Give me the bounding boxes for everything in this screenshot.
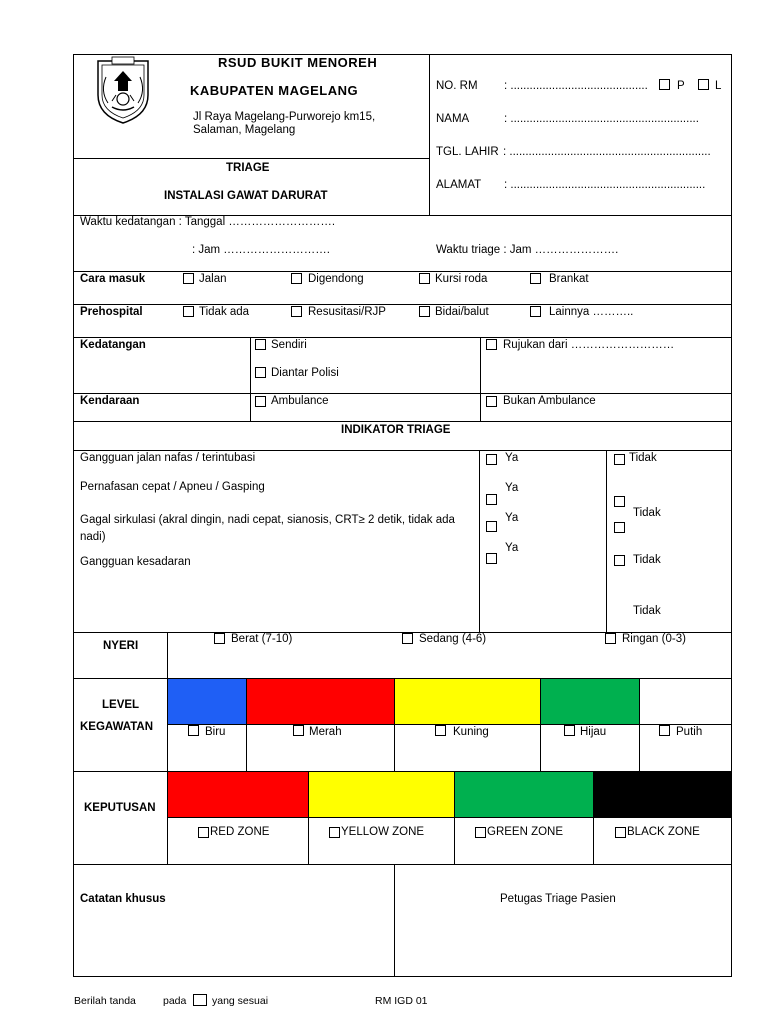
footer-checkbox-sample xyxy=(193,994,207,1006)
indikator-2-tidak-checkbox[interactable] xyxy=(614,496,625,507)
prehospital-bidai-checkbox[interactable] xyxy=(419,306,430,317)
keputusan-label: KEPUTUSAN xyxy=(84,802,156,814)
nyeri-option: Sedang (4-6) xyxy=(419,633,487,645)
indikator-item: Pernafasan cepat / Apneu / Gasping xyxy=(80,481,265,493)
indikator-item: Gagal sirkulasi (akral dingin, nadi cepat, sianosis, CRT≥ 2 detik, tidak ada nadi) xyxy=(80,514,455,543)
indikator-1-ya-checkbox[interactable] xyxy=(486,454,497,465)
zone-swatch-red xyxy=(168,772,308,817)
tidak-label: Tidak xyxy=(629,452,657,464)
address-label: ALAMAT xyxy=(436,179,482,191)
footer-instruction: Berilah tanda xyxy=(74,995,136,1007)
prehospital-option: Resusitasi/RJP xyxy=(308,306,386,318)
level-label: KEGAWATAN xyxy=(80,721,154,733)
zone-yellow-checkbox[interactable] xyxy=(329,827,340,838)
kedatangan-polisi-checkbox[interactable] xyxy=(255,367,266,378)
kendaraan-bukan-label: Bukan Ambulance xyxy=(503,395,596,407)
arrival-date-field[interactable]: Waktu kedatangan : Tanggal ………………………. xyxy=(80,216,336,228)
zone-red-checkbox[interactable] xyxy=(198,827,209,838)
zone-option: RED ZONE xyxy=(210,826,270,838)
nyeri-ringan-checkbox[interactable] xyxy=(605,633,616,644)
tidak-label: Tidak xyxy=(633,605,661,617)
zone-swatch-yellow xyxy=(309,772,454,817)
footer-form-code: RM IGD 01 xyxy=(375,995,428,1007)
form-department: INSTALASI GAWAT DARURAT xyxy=(164,190,328,202)
level-option: Hijau xyxy=(580,726,607,738)
level-swatch-putih xyxy=(640,679,731,724)
regency-emblem-icon xyxy=(92,55,154,125)
zone-swatch-black xyxy=(594,772,731,817)
zone-option: GREEN ZONE xyxy=(487,826,564,838)
prehospital-tidak-ada-checkbox[interactable] xyxy=(183,306,194,317)
prehospital-lainnya-checkbox[interactable] xyxy=(530,306,541,317)
address-field[interactable]: : ............................................................. xyxy=(504,179,706,191)
kendaraan-ambulance-checkbox[interactable] xyxy=(255,396,266,407)
ya-label: Ya xyxy=(505,452,519,464)
dob-label: TGL. LAHIR xyxy=(436,146,499,158)
level-kuning-checkbox[interactable] xyxy=(435,725,446,736)
footer-instruction: pada xyxy=(163,995,187,1007)
hospital-address-line2: Salaman, Magelang xyxy=(193,124,296,136)
rm-label: NO. RM xyxy=(436,80,478,92)
kedatangan-rujukan-label: Rujukan dari ……………………… xyxy=(503,339,675,351)
prehospital-label: Prehospital xyxy=(80,306,143,318)
hospital-name: RSUD BUKIT MENOREH xyxy=(218,55,378,70)
hospital-address-line1: Jl Raya Magelang-Purworejo km15, xyxy=(193,111,376,123)
name-field[interactable]: : ........................................................... xyxy=(504,113,699,125)
kedatangan-label: Kedatangan xyxy=(80,339,146,351)
sex-p-label: P xyxy=(677,80,685,92)
petugas-label: Petugas Triage Pasien xyxy=(500,893,616,905)
nyeri-option: Berat (7-10) xyxy=(231,633,293,645)
prehospital-rjp-checkbox[interactable] xyxy=(291,306,302,317)
kendaraan-ambulance-label: Ambulance xyxy=(271,395,329,407)
indikator-4-tidak-checkbox[interactable] xyxy=(614,555,625,566)
ya-label: Ya xyxy=(505,482,519,494)
footer-instruction: yang sesuai xyxy=(212,995,269,1007)
cara-masuk-option: Digendong xyxy=(308,273,364,285)
kedatangan-sendiri-label: Sendiri xyxy=(271,339,307,351)
cara-masuk-option: Kursi roda xyxy=(435,273,488,285)
level-option: Kuning xyxy=(453,726,489,738)
level-option: Merah xyxy=(309,726,342,738)
indikator-title: INDIKATOR TRIAGE xyxy=(341,424,451,436)
kendaraan-bukan-checkbox[interactable] xyxy=(486,396,497,407)
dob-field[interactable]: : ............................................................... xyxy=(503,146,711,158)
prehospital-option: Lainnya ……….. xyxy=(549,306,634,318)
cara-masuk-jalan-checkbox[interactable] xyxy=(183,273,194,284)
level-putih-checkbox[interactable] xyxy=(659,725,670,736)
level-option: Putih xyxy=(676,726,703,738)
level-biru-checkbox[interactable] xyxy=(188,725,199,736)
tidak-label: Tidak xyxy=(633,554,661,566)
kedatangan-rujukan-checkbox[interactable] xyxy=(486,339,497,350)
rm-field[interactable]: : ........................................... xyxy=(504,80,648,92)
name-label: NAMA xyxy=(436,113,470,125)
cara-masuk-digendong-checkbox[interactable] xyxy=(291,273,302,284)
hospital-regency: KABUPATEN MAGELANG xyxy=(190,83,359,98)
cara-masuk-label: Cara masuk xyxy=(80,273,146,285)
cara-masuk-option: Brankat xyxy=(549,273,589,285)
level-swatch-hijau xyxy=(541,679,639,724)
prehospital-option: Bidai/balut xyxy=(435,306,489,318)
zone-green-checkbox[interactable] xyxy=(475,827,486,838)
indikator-2-ya-checkbox[interactable] xyxy=(486,494,497,505)
sex-l-label: L xyxy=(715,80,722,92)
level-hijau-checkbox[interactable] xyxy=(564,725,575,736)
level-swatch-merah xyxy=(247,679,394,724)
level-label: LEVEL xyxy=(102,699,140,711)
zone-option: BLACK ZONE xyxy=(627,826,700,838)
kedatangan-sendiri-checkbox[interactable] xyxy=(255,339,266,350)
zone-swatch-green xyxy=(455,772,593,817)
indikator-3-tidak-checkbox[interactable] xyxy=(614,522,625,533)
nyeri-label: NYERI xyxy=(103,640,139,652)
indikator-4-ya-checkbox[interactable] xyxy=(486,553,497,564)
level-option: Biru xyxy=(205,726,226,738)
indikator-1-tidak-checkbox[interactable] xyxy=(614,454,625,465)
catatan-textarea[interactable] xyxy=(80,912,390,972)
prehospital-option: Tidak ada xyxy=(199,306,250,318)
indikator-3-ya-checkbox[interactable] xyxy=(486,521,497,532)
triage-time-field[interactable]: Waktu triage : Jam …………………. xyxy=(436,244,619,256)
sex-l-checkbox[interactable] xyxy=(698,79,709,90)
nyeri-sedang-checkbox[interactable] xyxy=(402,633,413,644)
tidak-label: Tidak xyxy=(633,507,661,519)
nyeri-berat-checkbox[interactable] xyxy=(214,633,225,644)
nyeri-option: Ringan (0-3) xyxy=(622,633,686,645)
zone-option: YELLOW ZONE xyxy=(341,826,425,838)
level-swatch-kuning xyxy=(395,679,540,724)
sex-p-checkbox[interactable] xyxy=(659,79,670,90)
ya-label: Ya xyxy=(505,542,519,554)
level-merah-checkbox[interactable] xyxy=(293,725,304,736)
indikator-item: Gangguan kesadaran xyxy=(80,556,191,568)
catatan-label: Catatan khusus xyxy=(80,893,166,905)
cara-masuk-brankat-checkbox[interactable] xyxy=(530,273,541,284)
kedatangan-polisi-label: Diantar Polisi xyxy=(271,367,339,379)
indikator-item: Gangguan jalan nafas / terintubasi xyxy=(80,452,256,464)
level-swatch-biru xyxy=(168,679,246,724)
cara-masuk-kursi-roda-checkbox[interactable] xyxy=(419,273,430,284)
ya-label: Ya xyxy=(505,512,519,524)
cara-masuk-option: Jalan xyxy=(199,273,227,285)
zone-black-checkbox[interactable] xyxy=(615,827,626,838)
form-title: TRIAGE xyxy=(226,162,270,174)
arrival-time-field[interactable]: : Jam ………………………. xyxy=(192,244,331,256)
kendaraan-label: Kendaraan xyxy=(80,395,140,407)
